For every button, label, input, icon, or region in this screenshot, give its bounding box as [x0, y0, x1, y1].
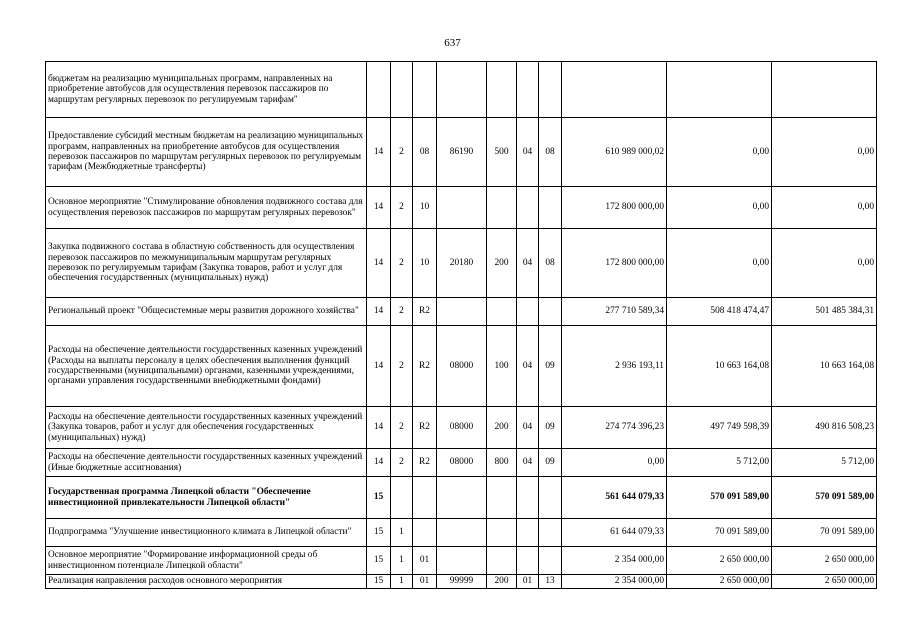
row-section: 04 — [517, 449, 539, 477]
row-subsection: 09 — [539, 449, 562, 477]
row-expense-type: 800 — [487, 449, 517, 477]
row-activity-code — [413, 477, 437, 519]
table-row — [46, 449, 877, 477]
row-program-code: 14 — [367, 407, 391, 449]
row-name: бюджетам на реализацию муниципальных программ, направленных на приобретение автобусов для осуществления перевозок пассажиров по маршрутам регулярных перевозок по регулируемым тарифам" — [46, 62, 367, 118]
row-direction-code: 99999 — [437, 575, 487, 589]
row-program-code: 14 — [367, 298, 391, 326]
row-sum-year-3: 0,00 — [772, 118, 877, 187]
row-subprogram-code: 2 — [391, 407, 413, 449]
row-subsection: 08 — [539, 118, 562, 187]
row-section: 04 — [517, 118, 539, 187]
row-expense-type — [487, 547, 517, 575]
row-sum-year-2: 2 650 000,00 — [667, 575, 772, 589]
row-sum-year-1: 61 644 079,33 — [562, 519, 667, 547]
row-activity-code — [413, 519, 437, 547]
row-expense-type — [487, 62, 517, 118]
row-subsection — [539, 62, 562, 118]
row-sum-year-2: 0,00 — [667, 118, 772, 187]
row-sum-year-1: 172 800 000,00 — [562, 187, 667, 229]
row-name: Расходы на обеспечение деятельности государственных казенных учреждений (Закупка товаров, работ и услуг для обеспечения государственных (муниципальных) нужд) — [46, 407, 367, 449]
row-program-code: 15 — [367, 547, 391, 575]
row-direction-code — [437, 477, 487, 519]
row-direction-code — [437, 298, 487, 326]
row-activity-code — [413, 62, 437, 118]
row-activity-code: 01 — [413, 575, 437, 589]
table-row — [46, 407, 877, 449]
row-name: Расходы на обеспечение деятельности государственных казенных учреждений (Расходы на выплаты персоналу в целях обеспечения выполнения функций государственными (муниципальными) органами, казенными учреждениями, органами управления государственными внебюджетными фондами) — [46, 326, 367, 407]
row-sum-year-3 — [772, 62, 877, 118]
row-sum-year-2: 5 712,00 — [667, 449, 772, 477]
row-program-code — [367, 62, 391, 118]
row-subprogram-code: 1 — [391, 575, 413, 589]
page-number: 637 — [444, 37, 461, 49]
row-sum-year-2: 0,00 — [667, 187, 772, 229]
row-subsection — [539, 477, 562, 519]
row-direction-code — [437, 547, 487, 575]
row-subsection — [539, 298, 562, 326]
row-sum-year-3: 2 650 000,00 — [772, 575, 877, 589]
row-expense-type: 500 — [487, 118, 517, 187]
row-activity-code: 08 — [413, 118, 437, 187]
row-name: Государственная программа Липецкой области "Обеспечение инвестиционной привлекательности Липецкой области" — [46, 477, 367, 519]
row-subprogram-code — [391, 62, 413, 118]
row-program-code: 15 — [367, 519, 391, 547]
row-sum-year-2: 497 749 598,39 — [667, 407, 772, 449]
row-section: 04 — [517, 229, 539, 298]
row-direction-code: 08000 — [437, 326, 487, 407]
row-sum-year-1: 2 936 193,11 — [562, 326, 667, 407]
row-subsection: 08 — [539, 229, 562, 298]
row-sum-year-3: 570 091 589,00 — [772, 477, 877, 519]
row-sum-year-2: 70 091 589,00 — [667, 519, 772, 547]
row-subsection: 09 — [539, 407, 562, 449]
row-section: 01 — [517, 575, 539, 589]
row-subsection: 09 — [539, 326, 562, 407]
row-sum-year-1: 274 774 396,23 — [562, 407, 667, 449]
row-subprogram-code: 1 — [391, 547, 413, 575]
row-sum-year-3: 501 485 384,31 — [772, 298, 877, 326]
row-expense-type — [487, 298, 517, 326]
table-row — [46, 477, 877, 519]
row-activity-code: 10 — [413, 229, 437, 298]
row-subsection: 13 — [539, 575, 562, 589]
row-direction-code — [437, 62, 487, 118]
row-direction-code: 20180 — [437, 229, 487, 298]
row-section — [517, 187, 539, 229]
row-subsection — [539, 547, 562, 575]
row-sum-year-1: 172 800 000,00 — [562, 229, 667, 298]
row-activity-code: R2 — [413, 298, 437, 326]
row-sum-year-3: 0,00 — [772, 187, 877, 229]
table-row — [46, 229, 877, 298]
row-sum-year-2: 570 091 589,00 — [667, 477, 772, 519]
row-name: Основное мероприятие "Формирование информационной среды об инвестиционном потенциале Липецкой области" — [46, 547, 367, 575]
row-sum-year-1: 277 710 589,34 — [562, 298, 667, 326]
row-program-code: 14 — [367, 118, 391, 187]
row-subprogram-code — [391, 477, 413, 519]
row-section: 04 — [517, 326, 539, 407]
table-row — [46, 547, 877, 575]
row-sum-year-2 — [667, 62, 772, 118]
row-expense-type — [487, 477, 517, 519]
row-direction-code — [437, 187, 487, 229]
row-name: Реализация направления расходов основного мероприятия — [46, 575, 367, 589]
row-name: Расходы на обеспечение деятельности государственных казенных учреждений (Иные бюджетные ассигнования) — [46, 449, 367, 477]
row-expense-type: 200 — [487, 575, 517, 589]
row-expense-type: 100 — [487, 326, 517, 407]
row-section: 04 — [517, 407, 539, 449]
table-row — [46, 326, 877, 407]
row-name: Основное мероприятие "Стимулирование обновления подвижного состава для осуществления перевозок пассажиров по маршрутам регулярных перевозок" — [46, 187, 367, 229]
row-sum-year-3: 490 816 508,23 — [772, 407, 877, 449]
row-sum-year-3: 2 650 000,00 — [772, 547, 877, 575]
row-program-code: 15 — [367, 575, 391, 589]
table-row — [46, 118, 877, 187]
row-expense-type: 200 — [487, 229, 517, 298]
row-activity-code: 10 — [413, 187, 437, 229]
row-sum-year-2: 508 418 474,47 — [667, 298, 772, 326]
row-subprogram-code: 2 — [391, 449, 413, 477]
row-sum-year-2: 2 650 000,00 — [667, 547, 772, 575]
row-program-code: 14 — [367, 326, 391, 407]
row-sum-year-1 — [562, 62, 667, 118]
row-sum-year-3: 0,00 — [772, 229, 877, 298]
row-direction-code: 86190 — [437, 118, 487, 187]
row-name: Закупка подвижного состава в областную собственность для осуществления перевозок пассажиров по межмуниципальным маршрутам регулярных перевозок по регулируемым тарифам (Закупка товаров, работ и услуг для обеспечения государственных (муниципальных) нужд) — [46, 229, 367, 298]
row-sum-year-3: 5 712,00 — [772, 449, 877, 477]
row-section — [517, 519, 539, 547]
row-sum-year-2: 0,00 — [667, 229, 772, 298]
row-sum-year-3: 10 663 164,08 — [772, 326, 877, 407]
row-subprogram-code: 1 — [391, 519, 413, 547]
table-row — [46, 575, 877, 589]
row-program-code: 14 — [367, 449, 391, 477]
row-expense-type: 200 — [487, 407, 517, 449]
row-subprogram-code: 2 — [391, 229, 413, 298]
table-row — [46, 187, 877, 229]
row-subsection — [539, 187, 562, 229]
row-sum-year-1: 2 354 000,00 — [562, 547, 667, 575]
row-direction-code: 08000 — [437, 407, 487, 449]
budget-table — [45, 61, 877, 589]
row-sum-year-2: 10 663 164,08 — [667, 326, 772, 407]
row-section — [517, 298, 539, 326]
table-row — [46, 62, 877, 118]
row-subprogram-code: 2 — [391, 326, 413, 407]
table-body — [46, 62, 877, 589]
row-expense-type — [487, 187, 517, 229]
row-direction-code — [437, 519, 487, 547]
row-name: Подпрограмма "Улучшение инвестиционного климата в Липецкой области" — [46, 519, 367, 547]
table-row — [46, 298, 877, 326]
row-activity-code: R2 — [413, 407, 437, 449]
row-sum-year-1: 610 989 000,02 — [562, 118, 667, 187]
row-sum-year-3: 70 091 589,00 — [772, 519, 877, 547]
row-subprogram-code: 2 — [391, 118, 413, 187]
row-program-code: 15 — [367, 477, 391, 519]
row-name: Предоставление субсидий местным бюджетам на реализацию муниципальных программ, направленных на приобретение автобусов для осуществления перевозок пассажиров по маршрутам регулярных перевозок по регулируемым тарифам (Межбюджетные трансферты) — [46, 118, 367, 187]
row-activity-code: R2 — [413, 449, 437, 477]
row-subprogram-code: 2 — [391, 187, 413, 229]
row-expense-type — [487, 519, 517, 547]
row-sum-year-1: 561 644 079,33 — [562, 477, 667, 519]
row-section — [517, 547, 539, 575]
row-section — [517, 477, 539, 519]
table-row — [46, 519, 877, 547]
row-name: Региональный проект "Общесистемные меры развития дорожного хозяйства" — [46, 298, 367, 326]
row-subsection — [539, 519, 562, 547]
row-sum-year-1: 0,00 — [562, 449, 667, 477]
row-program-code: 14 — [367, 229, 391, 298]
row-direction-code: 08000 — [437, 449, 487, 477]
row-sum-year-1: 2 354 000,00 — [562, 575, 667, 589]
row-program-code: 14 — [367, 187, 391, 229]
row-subprogram-code: 2 — [391, 298, 413, 326]
row-section — [517, 62, 539, 118]
row-activity-code: R2 — [413, 326, 437, 407]
row-activity-code: 01 — [413, 547, 437, 575]
